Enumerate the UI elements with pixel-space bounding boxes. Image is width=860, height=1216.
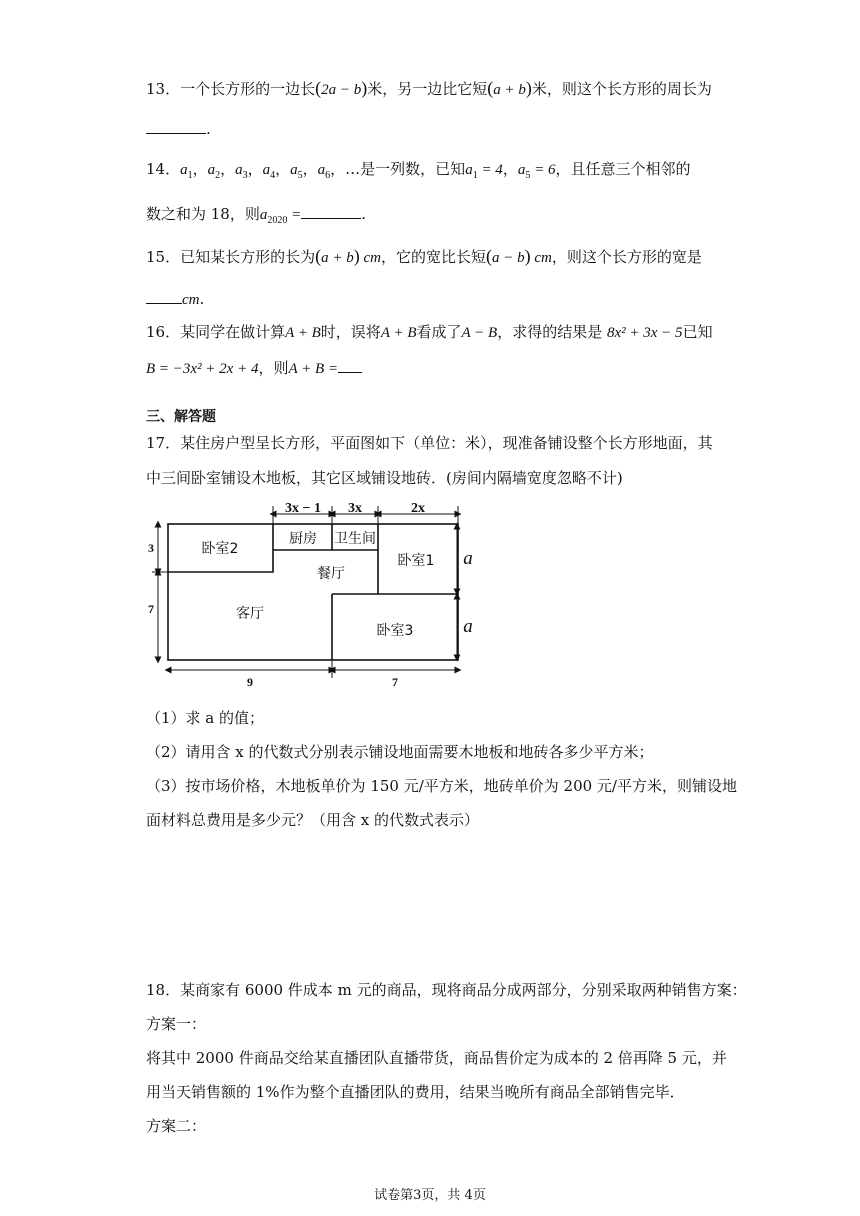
room-bedroom2: 卧室2 — [201, 541, 239, 557]
q17-line2: 中三间卧室铺设木地板，其它区域铺设地砖．(房间内隔墙宽度忽略不计) — [146, 469, 623, 487]
q16-text-3: 看成了 — [416, 323, 462, 341]
room-dining: 餐厅 — [317, 566, 345, 582]
q15-answer-blank — [146, 289, 182, 304]
q13-text-3: 米，则这个长方形的周长为 — [531, 80, 712, 98]
q18-plan1-title: 方案一： — [146, 1015, 207, 1033]
q16-line2 — [146, 357, 362, 378]
q14-seq-var: a — [262, 162, 271, 178]
q17-line1 — [146, 432, 713, 453]
dim-top3: 2x — [411, 501, 425, 516]
q15-number: 15． — [146, 248, 181, 266]
q14-seq-3 — [235, 162, 248, 181]
q18-number: 18． — [146, 981, 181, 999]
dim-bottom1: 9 — [247, 675, 253, 689]
q14-cond-2-val: = 6 — [530, 162, 556, 178]
q15-line1 — [146, 246, 702, 267]
q14-line1: 14．$a_1$，$a_2$，$a_3$，$a_4$，$a_5$，$a_6$，…是一列数，已知$a_1 = 4$，$a_5 = 6$，且任意三个相邻的 — [146, 160, 691, 181]
q14-seq-sub: 5 — [297, 170, 303, 181]
q15-end: . — [199, 290, 205, 308]
q15-text-3: ，则这个长方形的宽是 — [551, 248, 702, 266]
dim-left2: 7 — [148, 602, 154, 616]
q14-cond-1-val: = 4 — [477, 162, 503, 178]
q14-answer-blank — [301, 204, 361, 219]
q14-seq-sub: 3 — [242, 170, 248, 181]
q16-a-plus-b: A + B — [380, 325, 417, 341]
q14-ask-eq: = — [287, 207, 302, 223]
q15-expr-1: (a + b) cm — [315, 246, 381, 266]
dim-left1: 3 — [148, 541, 154, 555]
q16-a-minus-b: A − B — [461, 325, 498, 341]
q14-seq-2 — [207, 162, 221, 181]
q14-end: . — [361, 205, 367, 223]
room-bedroom1: 卧室1 — [397, 553, 435, 569]
q13-end: . — [206, 120, 211, 138]
q18-text-1: 某商家有 6000 件成本 m 元的商品，现将商品分成两部分，分别采取两种销售方案： — [180, 981, 747, 999]
q14-cond-1-var: a — [465, 162, 473, 178]
page-footer: 试卷第3页，共 4页 — [374, 1188, 486, 1203]
q14-cond-1 — [465, 162, 503, 181]
q14-seq-6 — [317, 162, 331, 181]
q16-ask: A + B = — [288, 361, 339, 377]
q18-line3: 用当天销售额的 1%作为整个直播团队的费用，结果当晚所有商品全部销售完毕． — [146, 1083, 685, 1101]
room-bedroom3: 卧室3 — [376, 623, 414, 639]
q16-b-definition: B = −3x² + 2x + 4 — [146, 361, 259, 377]
q13-text-1: 一个长方形的一边长 — [180, 80, 316, 98]
floor-plan-diagram — [146, 500, 476, 690]
q15-unit: cm — [534, 250, 552, 266]
q14-seq-var: a — [235, 162, 243, 178]
dim-top1: 3x − 1 — [285, 501, 321, 516]
q15-expr-1-value: a + b — [321, 250, 354, 266]
q16-answer-blank — [338, 358, 362, 373]
q14-seq-sub: 1 — [187, 170, 193, 181]
q16-text-2: 时，误将 — [320, 323, 381, 341]
q14-cond-1-sub: 1 — [472, 170, 478, 181]
q14-text-2: ，且任意三个相邻的 — [555, 160, 691, 178]
q13-number: 13． — [146, 80, 181, 98]
q14-seq-sub: 2 — [215, 170, 221, 181]
q15-line2 — [146, 289, 204, 309]
q16-text-1: 某同学在做计算 — [180, 323, 286, 341]
q16-number: 16． — [146, 323, 181, 341]
q18-plan2-title: 方案二： — [146, 1117, 207, 1135]
q14-cond-2-sub: 5 — [525, 170, 531, 181]
q18-line1 — [146, 979, 747, 1000]
q16-line1 — [146, 321, 713, 342]
q16-result: 8x² + 3x − 5 — [607, 325, 683, 341]
q14-text-3: 数之和为 18，则 — [146, 205, 260, 223]
dim-bottom2: 7 — [392, 675, 398, 689]
room-kitchen: 厨房 — [289, 531, 317, 547]
q15-unit: cm — [363, 250, 381, 266]
q13-line1 — [146, 78, 712, 99]
q14-cond-2-var: a — [517, 162, 526, 178]
q16-text-6: ，则 — [258, 359, 289, 377]
q15-unit: cm — [182, 292, 200, 308]
q13-expr-2: (a + b) — [487, 78, 532, 98]
q15-expr-2: (a − b) cm — [486, 246, 552, 266]
q14-seq-var: a — [317, 162, 326, 178]
q14-ask — [259, 207, 302, 226]
q15-text-2: ，它的宽比长短 — [380, 248, 486, 266]
q13-line2 — [146, 119, 211, 138]
q14-ask-var: a — [259, 207, 268, 223]
q14-seq-sub: 4 — [270, 170, 276, 181]
q14-line2 — [146, 203, 366, 226]
room-living: 客厅 — [236, 606, 264, 622]
q17-part3-line2: 面材料总费用是多少元？（用含 x 的代数式表示） — [146, 811, 479, 829]
q16-text-4: ，求得的结果是 — [497, 323, 603, 341]
q14-ask-sub: 2020 — [267, 215, 288, 226]
q13-expr-2-value: a + b — [493, 82, 526, 98]
q15-text-1: 已知某长方形的长为 — [180, 248, 316, 266]
q16-text-5: 已知 — [682, 323, 713, 341]
q14-number: 14． — [146, 160, 181, 178]
dim-top2: 3x — [348, 501, 362, 516]
q14-seq-1 — [180, 162, 193, 181]
q13-text-2: 米，另一边比它短 — [367, 80, 488, 98]
q14-seq-var: a — [207, 162, 216, 178]
q13-answer-blank — [146, 119, 206, 134]
q13-expr-1: (2a − b) — [315, 78, 368, 98]
q15-expr-2-value: a − b — [492, 250, 525, 266]
q14-cond-2 — [517, 162, 556, 181]
q14-text-1: ，…是一列数，已知 — [330, 160, 466, 178]
q17-text-1: 某住房户型呈长方形，平面图如下（单位：米），现准备铺设整个长方形地面，其 — [180, 434, 713, 452]
q16-a-plus-b: A + B — [285, 325, 321, 341]
q17-part1: （1）求 a 的值； — [146, 709, 265, 727]
q18-line2: 将其中 2000 件商品交给某直播团队直播带货，商品售价定为成本的 2 倍再降 5 元，并 — [146, 1049, 727, 1067]
wall-bedroom2-kitchen — [168, 550, 378, 572]
q14-seq-5 — [290, 162, 303, 181]
q17-part3-line1: （3）按市场价格，木地板单价为 150 元/平方米，地砖单价为 200 元/平方米，则铺设地 — [146, 777, 737, 795]
dim-right1: a — [463, 548, 473, 569]
q14-seq-var: a — [290, 162, 298, 178]
q17-number: 17． — [146, 434, 181, 452]
q14-seq-sub: 6 — [325, 170, 331, 181]
q14-seq-4 — [262, 162, 276, 181]
q14-seq-var: a — [180, 162, 188, 178]
q17-part2: （2）请用含 x 的代数式分别表示铺设地面需要木地板和地砖各多少平方米； — [146, 743, 654, 761]
q13-expr-1-value: 2a − b — [321, 82, 362, 98]
section-title: 三、解答题 — [146, 409, 216, 425]
room-bathroom: 卫生间 — [334, 531, 376, 547]
dim-right2: a — [463, 616, 473, 637]
